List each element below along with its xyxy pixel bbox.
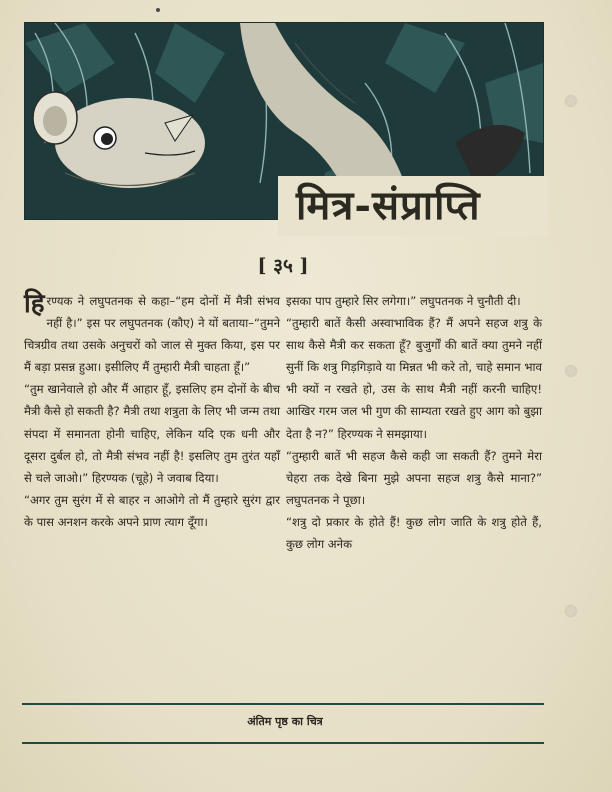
paragraph: “तुम्हारी बातें कैसी अस्वाभाविक हैं? मैं अपने सहज शत्रु के साथ कैसे मैत्री कर सकता हूँ? बुजुर्गों की बातें क्या तुमने नहीं सुनीं कि शत्रु गिड़गिड़ावे या मिन्नत भी करे तो, चाहे समान भाव भी क्यों न रखते हो, उस के साथ मैत्री नहीं करनी चाहिए! आखिर गरम जल भी गुण की साम्यता रखते हुए आग को बुझा देता है न?” हिरण्यक ने समझाया।	[286, 316, 542, 441]
staple-mark	[156, 8, 160, 12]
paragraph: “अगर तुम सुरंग में से बाहर न आओगे तो मैं तुम्हारे सुरंग द्वार के पास अनशन करके अपने प्राण त्याग दूँगा।	[24, 492, 280, 529]
footer-rule-bottom	[22, 742, 544, 744]
right-column	[286, 290, 542, 555]
left-column	[24, 290, 280, 533]
binding-hole	[566, 366, 576, 376]
story-title: मित्र-संप्राप्ति	[296, 182, 481, 229]
paragraph: “शत्रु दो प्रकार के होते हैं! कुछ लोग जाति के शत्रु होते हैं, कुछ लोग अनेक	[286, 514, 542, 552]
paragraph: “तुम्हारी बातें भी सहज कैसे कही जा सकती हैं? तुमने मेरा चेहरा तक देखे बिना मुझे अपना सहज शत्रु कैसे माना?” लघुपतनक ने पूछा।	[286, 448, 542, 507]
paragraph: इसका पाप तुम्हारे सिर लगेगा।” लघुपतनक ने चुनौती दी।	[286, 294, 521, 308]
paragraph	[24, 290, 280, 378]
chapter-number: [ ३५ ]	[257, 255, 309, 277]
paragraph: “तुम खानेवाले हो और मैं आहार हूँ, इसलिए हम दोनों के बीच मैत्री कैसे हो सकती है? मैत्री तथा शत्रुता के लिए भी जन्म तथा संपदा में समानता होनी चाहिए, लेकिन यदि एक धनी और दूसरा दुर्बल हो, तो मैत्री संभव नहीं है! इसलिए तुम तुरंत यहाँ से चले जाओ।” हिरण्यक (चूहे) ने जवाब दिया।	[24, 382, 280, 485]
footer-caption: अंतिम पृष्ठ का चित्र	[247, 715, 323, 728]
drop-cap: हि	[24, 289, 45, 319]
footer-rule-top	[22, 703, 544, 705]
binding-hole	[566, 606, 576, 616]
binding-hole	[566, 96, 576, 106]
paragraph-text: रण्यक ने लघुपतनक से कहा–“हम दोनों में मैत्री संभव नहीं है।” इस पर लघुपतनक (कौए) ने यों बताया–“तुमने चित्रग्रीव तथा उसके अनुचरों को जाल से मुक्त किया, इस पर मैं बड़ा प्रसन्न हुआ। इसीलिए मैं तुम्हारी मैत्री चाहता हूँ।”	[24, 294, 280, 375]
